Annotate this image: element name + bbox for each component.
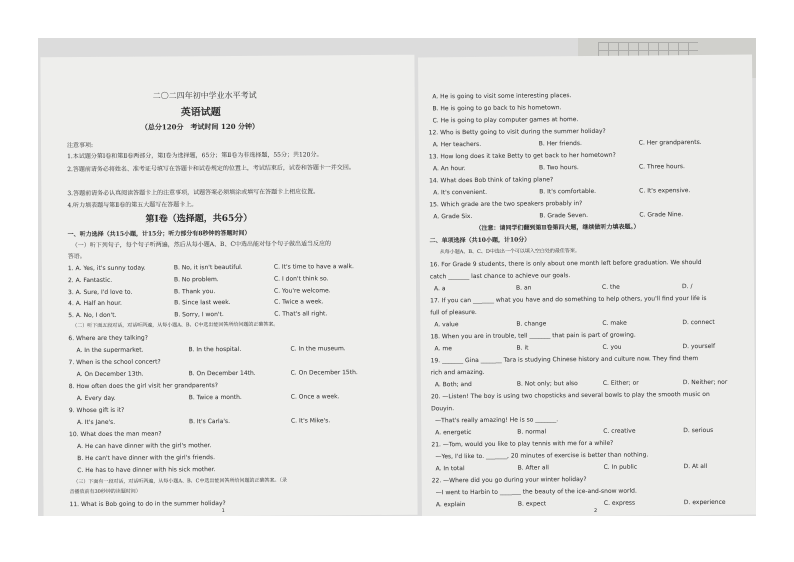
q7-option-c: C. On December 15th.: [290, 369, 358, 377]
part1-title: 第Ⅰ卷（选择题，共65分）: [145, 213, 253, 225]
q17-stem-cont: full of pleasure.: [430, 308, 477, 317]
q5-option-a: 5. A. No, I don't.: [68, 311, 117, 320]
q10-option-b: B. He can't have dinner with the girl's friends.: [77, 454, 216, 463]
q9-option-a: A. It's Jane's.: [76, 418, 116, 427]
page-number-1: 1: [221, 508, 225, 515]
q11-stem: 11. What is Bob going to do in the summer holiday?: [69, 500, 226, 509]
q5-option-c: C. That's all right.: [274, 310, 328, 318]
q20-option-d: D. serious: [683, 426, 714, 435]
q12-stem: 12. Who is Betty going to visit during the summer holiday?: [428, 127, 606, 137]
q21-stem: 21. —Tom, would you like to play tennis with me for a while?: [431, 439, 614, 449]
q16-stem: 16. For Grade 9 students, there is only about one month left before graduation. We should: [429, 258, 702, 269]
q21-option-b: B. After all: [517, 464, 549, 472]
q19-option-d: D. Neither; nor: [682, 378, 728, 387]
note-2: 2.答题前请务必将姓名、准考证号填写在答题卡和试卷规定的位置上，考试结束后，试卷和答题卡一并交回。: [67, 164, 355, 174]
q8-option-a: A. Every day.: [76, 394, 116, 403]
q4-option-a: 4. A. Half an hour.: [68, 299, 122, 308]
q7-stem: 7. When is the school concert?: [68, 358, 161, 367]
q22-reply: —I went to Harbin to _______ the beauty of the ice-and-snow world.: [435, 487, 637, 497]
q6-option-c: C. In the museum.: [290, 345, 346, 353]
q18-stem: 18. When you are in trouble, tell _______ that pain is part of growing.: [430, 331, 636, 341]
q14-stem: 14. What does Bob think of taking plane?: [429, 176, 554, 185]
q11-option-b: B. He is going to go back to his hometown.: [432, 104, 562, 113]
q22-option-d: D. experience: [683, 498, 726, 507]
q22-option-a: A. explain: [435, 501, 466, 509]
q20-option-c: C. creative: [603, 427, 636, 435]
q2-option-b: B. No problem.: [173, 276, 219, 284]
q20-option-a: A. energetic: [435, 429, 472, 437]
q19-stem: 19. _______ Gina _______ Tara is studying Chinese history and culture now. They find them: [430, 355, 699, 365]
listening-intro: （一）听下列句子，每个句子听两遍，然后从每小题A、B、C中选出能对每个句子做出适当反应的: [71, 240, 332, 250]
q11-option-a: A. He is going to visit some interesting places.: [432, 92, 572, 101]
q17-option-a: A. value: [434, 321, 459, 329]
q6-stem: 6. Where are they talking?: [68, 334, 148, 343]
q21-reply: —Yes, I'd like to. _______, 20 minutes of exercise is better than nothing.: [435, 451, 649, 461]
subject-title: 英语试题: [180, 107, 221, 119]
section3-intro-cont: 音播放前有30秒钟的读题时间）: [69, 488, 141, 496]
q16-option-d: D. /: [681, 283, 693, 291]
q20-stem: 20. —Listen! The boy is using two chopsticks and several bowls to play the smooth music on: [430, 390, 710, 401]
q2-option-a: 2. A. Fantastic.: [67, 276, 113, 285]
q4-option-c: C. Twice a week.: [274, 298, 324, 306]
note-1: 1.本试题分第Ⅰ卷和第Ⅱ卷两部分，第Ⅰ卷为选择题，65分；第Ⅱ卷为非选择题，55分；共120分。: [67, 151, 323, 161]
score-line: （总分120分 考试时间 120 分钟）: [140, 121, 260, 132]
q22-option-b: B. expect: [517, 500, 547, 508]
q16-option-c: C. the: [601, 283, 620, 291]
note-3: 3.答题前请务必认真阅读答题卡上的注意事项，试题答案必须填涂或填写在答题卡上相应位置。: [67, 188, 320, 198]
q15-option-b: B. Grade Seven.: [539, 211, 589, 220]
q9-option-b: B. It's Carla's.: [188, 417, 231, 426]
q18-option-b: B. it: [516, 344, 529, 352]
q8-option-c: C. Once a week.: [290, 393, 340, 401]
q1-option-c: C. It's time to have a walk.: [273, 263, 354, 271]
q22-option-c: C. express: [603, 499, 636, 507]
q9-stem: 9. Whose gift is it?: [68, 406, 125, 415]
section3-intro: （三）下面有一段对话，对话听两遍，从每小题A、B、C中选出能回答所给问题的正确答案。（录: [73, 477, 288, 486]
q15-option-c: C. Grade Nine.: [639, 211, 684, 219]
q4-option-b: B. Since last week.: [174, 298, 231, 307]
q10-stem: 10. What does the man mean?: [69, 430, 162, 439]
q8-stem: 8. How often does the girl visit her grandparents?: [68, 382, 218, 391]
q17-option-b: B. change: [516, 320, 547, 328]
q5-option-b: B. Sorry, I won't.: [174, 311, 224, 319]
q11-option-c: C. He is going to play computer games at home.: [432, 116, 579, 125]
q18-option-c: C. you: [602, 343, 622, 351]
q2-option-c: C. I don't think so.: [273, 275, 329, 283]
q12-option-a: A. Her teachers.: [432, 140, 482, 149]
q17-stem: 17. If you can _______ what you have and do something to help others, you'll find your life is: [430, 294, 707, 305]
q13-option-c: C. Three hours.: [638, 163, 685, 171]
q14-option-b: B. It's comfortable.: [539, 187, 597, 196]
q14-option-c: C. It's expensive.: [639, 187, 691, 195]
q1-option-b: B. No, it isn't beautiful.: [173, 263, 243, 272]
q19-option-c: C. Either; or: [602, 379, 639, 387]
q3-option-a: 3. A. Sure, I'd love to.: [68, 288, 133, 297]
exam-title: 二〇二四年初中学业水平考试: [152, 90, 257, 101]
note-4: 4.听力填表题与第Ⅱ卷的第五大题写在答题卡上。: [67, 201, 198, 210]
q21-option-a: A. In total: [435, 465, 465, 473]
section2-intro: （二）听下面五段对话，对话听两遍，从每小题A、B、C中选出能回答所给问题的正确答案。: [72, 321, 279, 330]
q15-option-a: A. Grade Six.: [433, 212, 473, 221]
q3-option-b: B. Thank you.: [174, 288, 216, 296]
q19-option-a: A. Both; and: [434, 381, 472, 389]
q12-option-b: B. Her friends.: [538, 140, 582, 148]
q16-option-b: B. an: [515, 284, 532, 292]
q21-option-d: D. At all: [683, 462, 708, 471]
q21-option-c: C. In public: [603, 463, 638, 471]
q19-stem-cont: rich and amazing.: [430, 368, 485, 377]
q13-option-b: B. Two hours.: [538, 164, 579, 172]
q17-option-d: D. connect: [682, 318, 715, 327]
q17-option-c: C. make: [602, 319, 627, 327]
q22-stem: 22. —Where did you go during your winter holiday?: [431, 476, 587, 485]
q13-stem: 13. How long does it take Betty to get back to her hometown?: [428, 151, 616, 161]
listening-notice: （注意：请同学们翻到第Ⅱ卷第四大题，继续做听力填表题。）: [475, 223, 640, 232]
q9-option-c: C. It's Mike's.: [290, 417, 331, 425]
q3-option-c: C. You're welcome.: [274, 287, 331, 295]
q18-option-a: A. me: [434, 345, 452, 353]
q7-option-b: B. On December 14th.: [188, 369, 256, 378]
listening-title: 一、听力选择（共15小题，计15分；听力部分有8秒钟的答题时间）: [67, 229, 251, 239]
q8-option-b: B. Twice a month.: [188, 393, 242, 402]
q16-stem-cont: catch _______ last chance to achieve our goals.: [429, 272, 571, 281]
q20-option-b: B. normal: [517, 428, 547, 436]
notes-heading: 注意事项:: [66, 141, 94, 150]
q13-option-a: A. An hour.: [432, 165, 466, 173]
q1-option-a: 1. A. Yes, it's sunny today.: [67, 264, 146, 273]
exam-page-2: [418, 55, 756, 516]
page-number-2: 2: [593, 507, 598, 514]
q16-option-a: A. a: [433, 285, 446, 293]
q7-option-a: A. On December 13th.: [76, 370, 144, 379]
q15-stem: 15. Which grade are the two speakers probably in?: [429, 200, 583, 209]
q19-option-b: B. Not only; but also: [516, 380, 578, 388]
q20-reply: —That's really amazing! He is so _______.: [435, 416, 559, 425]
listening-intro-cont: 答语。: [67, 252, 86, 261]
q6-option-a: A. In the supermarket.: [76, 346, 144, 355]
q10-option-a: A. He can have dinner with the girl's mother.: [77, 442, 212, 451]
q12-option-c: C. Her grandparents.: [638, 138, 702, 147]
q14-option-a: A. It's convenient.: [433, 188, 488, 197]
multiple-choice-title: 二、单项选择（共10小题，计10分）: [429, 236, 531, 245]
q6-option-b: B. In the hospital.: [188, 345, 242, 354]
q18-option-d: D. yourself: [682, 342, 716, 351]
q10-option-c: C. He has to have dinner with his sick mother.: [77, 466, 216, 475]
q20-stem-cont: Douyin.: [431, 405, 455, 413]
exam-page-1: [40, 55, 417, 516]
multiple-choice-intro: 从每小题A、B、C、D中选出一个可以填入空白处的最佳答案。: [439, 248, 580, 256]
exam-photo: [38, 38, 756, 516]
